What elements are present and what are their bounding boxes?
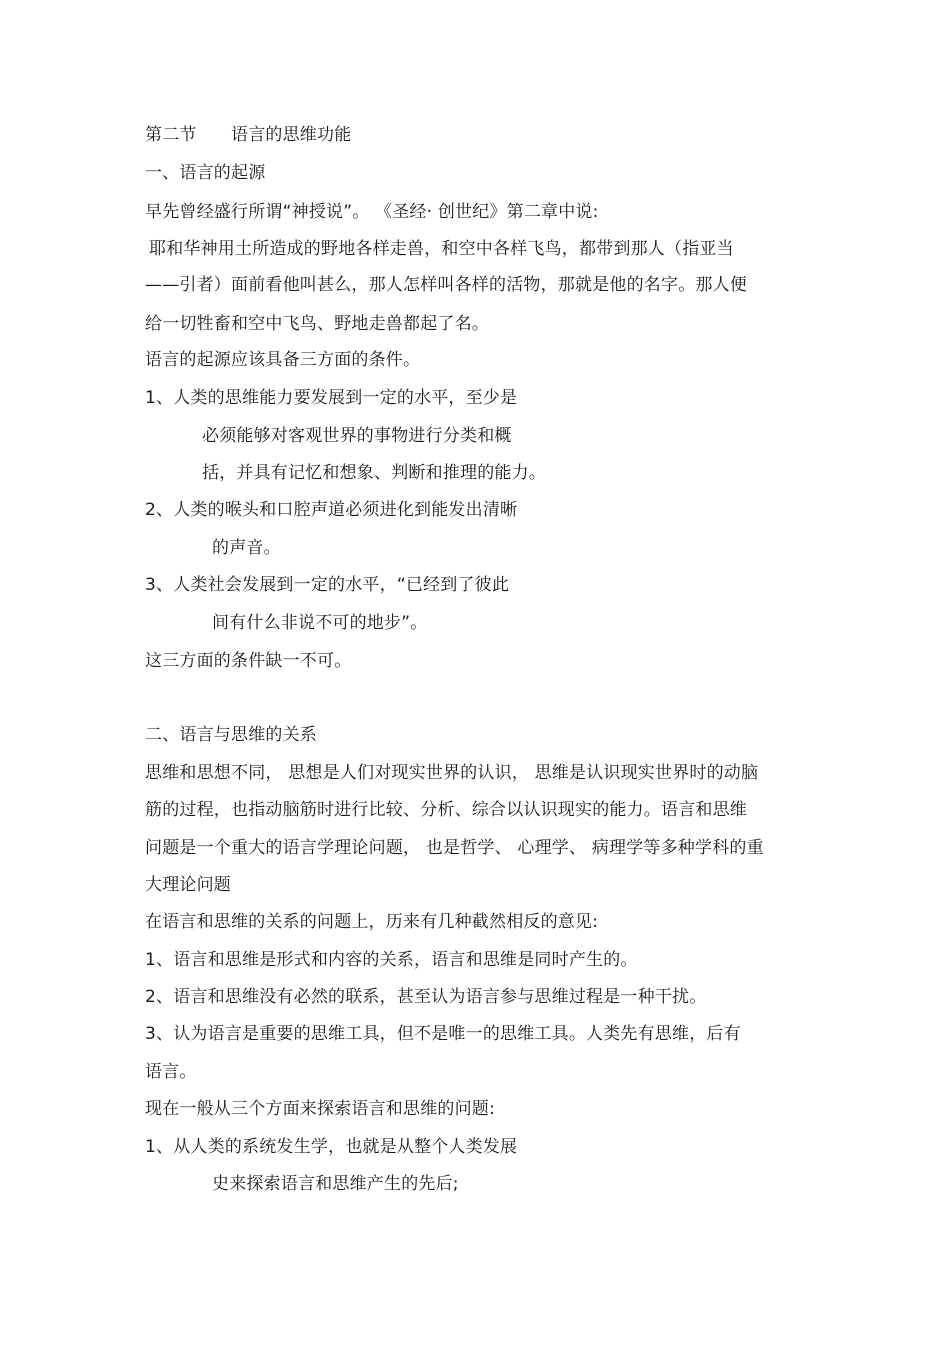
paragraph: 这三方面的条件缺一不可。 <box>145 651 352 671</box>
quote-line: ——引者）面前看他叫甚么，那人怎样叫各样的活物，那就是他的名字。那人便 <box>145 275 747 295</box>
list-item: 3、认为语言是重要的思维工具，但不是唯一的思维工具。人类先有思维，后有 <box>145 1024 741 1044</box>
paragraph: 筋的过程，也指动脑筋时进行比较、分析、综合以认识现实的能力。语言和思维 <box>145 800 747 820</box>
list-item-continuation: 的声音。 <box>212 538 281 558</box>
paragraph: 大理论问题 <box>145 875 231 895</box>
list-item: 2、语言和思维没有必然的联系，甚至认为语言参与思维过程是一种干扰。 <box>145 987 707 1007</box>
list-item: 3、人类社会发展到一定的水平，“已经到了彼此 <box>145 575 510 595</box>
list-item-continuation: 间有什么非说不可的地步”。 <box>212 613 428 633</box>
part1-heading: 一、语言的起源 <box>145 163 266 183</box>
list-item-continuation: 括，并具有记忆和想象、判断和推理的能力。 <box>202 463 546 483</box>
section-heading: 第二节 语言的思维功能 <box>145 125 352 145</box>
list-item-continuation: 史来探索语言和思维产生的先后; <box>212 1174 459 1194</box>
paragraph: 思维和思想不同， 思想是人们对现实世界的认识， 思维是认识现实世界时的动脑 <box>145 763 759 783</box>
list-item: 1、语言和思维是形式和内容的关系，语言和思维是同时产生的。 <box>145 950 638 970</box>
paragraph: 问题是一个重大的语言学理论问题， 也是哲学、 心理学、 病理学等多种学科的重 <box>145 838 764 858</box>
list-item: 2、人类的喉头和口腔声道必须进化到能发出清晰 <box>145 500 518 520</box>
list-item: 1、从人类的系统发生学，也就是从整个人类发展 <box>145 1137 518 1157</box>
list-item-continuation: 语言。 <box>145 1062 197 1082</box>
part2-heading: 二、语言与思维的关系 <box>145 725 317 745</box>
quote-line: 耶和华神用土所造成的野地各样走兽，和空中各样飞鸟，都带到那人（指亚当 <box>149 239 734 259</box>
list-item: 1、人类的思维能力要发展到一定的水平，至少是 <box>145 388 518 408</box>
list-item-continuation: 必须能够对客观世界的事物进行分类和概 <box>202 426 512 446</box>
quote-line: 给一切牲畜和空中飞鸟、野地走兽都起了名。 <box>145 314 489 334</box>
paragraph: 现在一般从三个方面来探索语言和思维的问题: <box>145 1099 495 1119</box>
paragraph: 语言的起源应该具备三方面的条件。 <box>145 350 421 370</box>
paragraph: 早先曾经盛行所谓“神授说”。 《圣经· 创世纪》第二章中说: <box>145 202 599 222</box>
paragraph: 在语言和思维的关系的问题上，历来有几种截然相反的意见: <box>145 912 599 932</box>
